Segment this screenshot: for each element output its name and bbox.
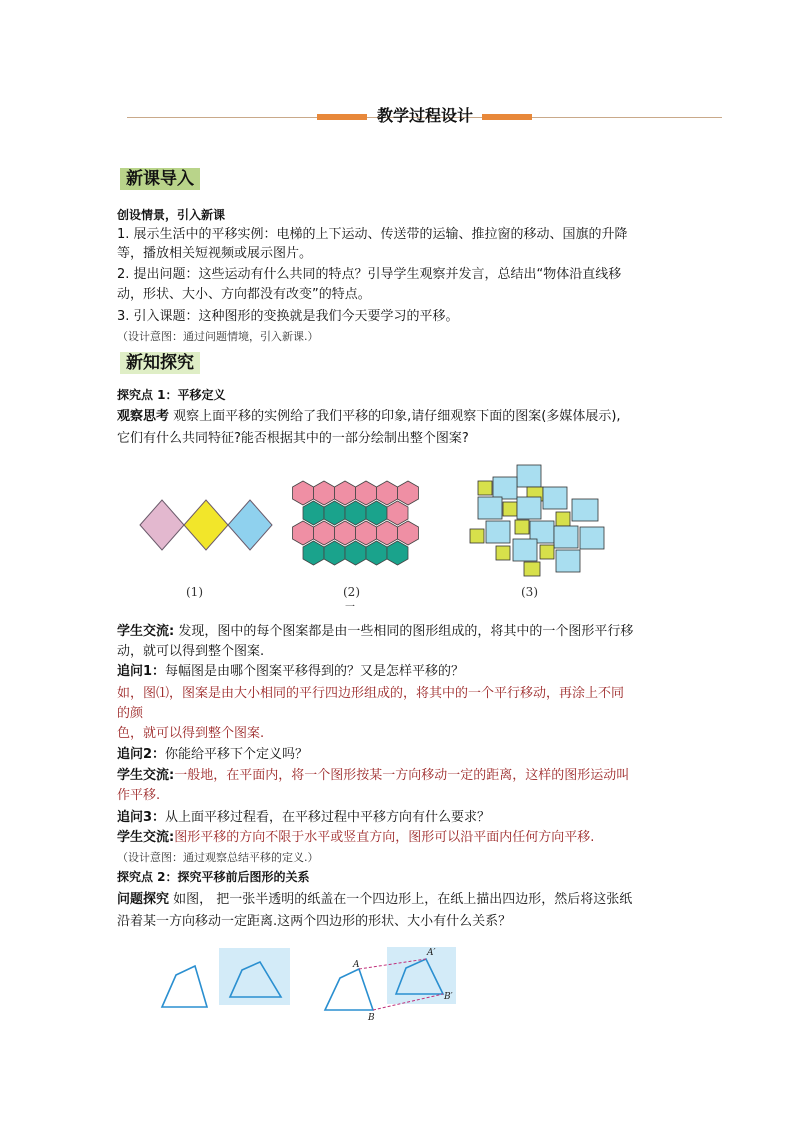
- hexagon: [314, 481, 335, 505]
- pattern-figures: [120, 460, 620, 585]
- hexagon: [366, 541, 387, 565]
- point2-title: 探究点 2：探究平移前后图形的关系: [117, 870, 310, 884]
- observe-line-a: [117, 407, 687, 427]
- hexagon: [366, 501, 387, 525]
- hexagon: [345, 541, 366, 565]
- problem-line-a: [117, 890, 687, 910]
- observe-label: 观察思考: [117, 409, 170, 424]
- figure-caption-1: (1): [186, 585, 203, 599]
- hexagon: [377, 481, 398, 505]
- observe-line-b: 它们有什么共同特征?能否根据其中的一部分绘制出整个图案?: [117, 431, 469, 446]
- exchange-1-line-a: [117, 622, 687, 642]
- exchange-2-label: 学生交流:: [117, 768, 175, 783]
- intro-item-1a: 1. 展示生活中的平移实例：电梯的上下运动、传送带的运输、推拉窗的移动、国旗的升降: [117, 227, 628, 242]
- point1-title: 探究点 1：平移定义: [117, 388, 226, 402]
- section-heading-intro: 新课导入: [120, 168, 200, 190]
- hexagon: [303, 541, 324, 565]
- answer-1-line-a: 如，图⑴，图案是由大小相同的平行四边形组成的，将其中的一个平行移动，再涂上不同: [117, 686, 625, 701]
- hexagon: [398, 521, 419, 545]
- intro-item-2b: 动，形状、大小、方向都没有改变”的特点。: [117, 287, 371, 302]
- design-note-1: （设计意图：通过问题情境，引入新课.）: [117, 330, 319, 343]
- answer-1-line-b: 的颜: [117, 706, 144, 721]
- hexagon: [324, 541, 345, 565]
- exchange-1-label: 学生交流:: [117, 624, 175, 639]
- followup-3-label: 追问3：: [117, 810, 166, 825]
- answer-1-line-c: 色，就可以得到整个图案.: [117, 726, 265, 741]
- hexagon: [314, 521, 335, 545]
- figure-caption-2: (2): [343, 585, 360, 599]
- intro-item-3: 3. 引入课题：这种图形的变换就是我们今天要学习的平移。: [117, 309, 459, 324]
- header-bar-left: [317, 114, 367, 120]
- exchange-2-line-a: [117, 766, 687, 786]
- exchange-1-line-b: 动，就可以得到整个图案.: [117, 644, 265, 659]
- followup-2-text: 你能给平移下个定义吗？: [165, 747, 309, 762]
- hexagon: [303, 501, 324, 525]
- intro-item-1b: 等，播放相关短视频或展示图片。: [117, 246, 313, 261]
- hexagon: [293, 521, 314, 545]
- exchange-3-text: 图形平移的方向不限于水平或竖直方向，图形可以沿平面内任何方向平移.: [174, 830, 595, 845]
- hexagon: [293, 481, 314, 505]
- hexagon: [377, 521, 398, 545]
- hexagon: [345, 501, 366, 525]
- followup-3-text: 从上面平移过程看，在平移过程中平移方向有什么要求？: [165, 810, 491, 825]
- intro-item-2a: 2. 提出问题：这些运动有什么共同的特点？引导学生观察并发言，总结出“物体沿直线移: [117, 267, 622, 282]
- subheading-scenario: 创设情景，引入新课: [117, 208, 226, 222]
- followup-1-label: 追问1：: [117, 664, 166, 679]
- hexagon: [335, 521, 356, 545]
- exchange-3: [117, 828, 687, 848]
- followup-1: [117, 662, 687, 682]
- hexagon: [387, 501, 408, 525]
- followup-2: [117, 745, 687, 765]
- hexagon: [356, 521, 377, 545]
- stray-mark: 一: [345, 602, 355, 613]
- page-title: 教学过程设计: [376, 106, 473, 125]
- exchange-1-text-a: 发现，图中的每个图案都是由一些相同的图形组成的，将其中的一个图形平行移: [174, 624, 634, 639]
- problem-line-b: 沿着某一方向移动一定距离.这两个四边形的形状、大小有什么关系？: [117, 914, 512, 929]
- label-A: A: [353, 960, 360, 970]
- exchange-2-text-a: 一般地，在平面内，将一个图形按某一方向移动一定的距离，这样的图形运动叫: [174, 768, 630, 783]
- exchange-2-line-b: 作平移.: [117, 788, 161, 803]
- followup-2-label: 追问2：: [117, 747, 166, 762]
- hexagon: [398, 481, 419, 505]
- hexagon: [387, 541, 408, 565]
- figure-2-hexagons: [293, 481, 419, 565]
- translation-diagram: [150, 942, 470, 1022]
- followup-1-text: 每幅图是由哪个图案平移得到的？又是怎样平移的？: [165, 664, 465, 679]
- figure-3-squares: [470, 465, 604, 576]
- design-note-2: （设计意图：通过观察总结平移的定义.）: [117, 851, 319, 864]
- problem-text-a: 如图， 把一张半透明的纸盖在一个四边形上，在纸上描出四边形，然后将这张纸: [169, 892, 633, 907]
- hexagon: [324, 501, 345, 525]
- followup-3: [117, 808, 687, 828]
- section-heading-explore: 新知探究: [120, 352, 200, 374]
- observe-text-a: 观察上面平移的实例给了我们平移的印象,请仔细观察下面的图案(多媒体展示),: [169, 409, 621, 424]
- hexagon: [356, 481, 377, 505]
- exchange-3-label: 学生交流:: [117, 830, 175, 845]
- label-B-prime: B′: [444, 992, 453, 1002]
- label-A-prime: A′: [427, 948, 436, 958]
- hexagon: [335, 481, 356, 505]
- label-B: B: [368, 1013, 375, 1022]
- problem-label: 问题探究: [117, 892, 170, 907]
- header-bar-right: [482, 114, 532, 120]
- figure-caption-3: (3): [521, 585, 538, 599]
- figure-1-rhombi: [140, 500, 272, 550]
